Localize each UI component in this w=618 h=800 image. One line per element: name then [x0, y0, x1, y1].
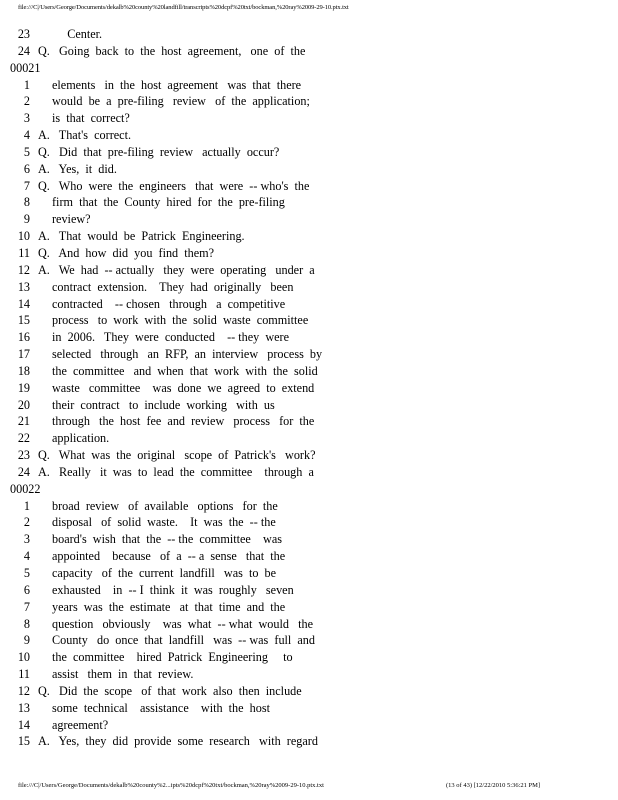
- line-text: some technical assistance with the host: [52, 700, 270, 715]
- transcript-line: [10, 565, 610, 582]
- transcript-line: [10, 312, 610, 329]
- line-text: A. Really it was to lead the committee through a: [38, 464, 314, 479]
- line-text: waste committee was done we agreed to extend: [52, 380, 315, 395]
- line-text: exhausted in -- I think it was roughly seven: [52, 582, 294, 597]
- line-number: 24: [17, 464, 30, 479]
- transcript-line: [10, 194, 610, 211]
- transcript-line: [10, 582, 610, 599]
- line-text: the committee hired Patrick Engineering to: [52, 650, 293, 665]
- transcript-line: [10, 363, 610, 380]
- line-text: capacity of the current landfill was to be: [52, 566, 277, 580]
- line-text: question obviously was what -- what would the: [52, 616, 313, 631]
- line-text: Center.: [52, 27, 103, 41]
- line-number: 11: [18, 667, 30, 682]
- transcript-line: [10, 43, 610, 60]
- line-text: agreement?: [52, 717, 109, 732]
- line-text: A. Yes, it did.: [38, 161, 117, 176]
- line-number: 23: [17, 27, 30, 41]
- line-text: would be a pre-filing review of the application;: [52, 94, 310, 109]
- line-number: 10: [17, 650, 30, 665]
- line-text: selected through an RFP, an interview process by: [52, 347, 323, 362]
- line-text: Q. And how did you find them?: [38, 245, 215, 260]
- line-text: their contract to include working with us: [52, 397, 275, 412]
- line-number: 5: [23, 566, 30, 580]
- line-number: 18: [17, 363, 30, 378]
- line-text: contracted -- chosen through a competitive: [52, 296, 286, 311]
- line-number: 3: [23, 111, 30, 126]
- line-text: firm that the County hired for the pre-filing: [52, 195, 285, 210]
- transcript-line: [10, 548, 610, 565]
- transcript-line: [10, 144, 610, 161]
- line-text: elements in the host agreement was that there: [52, 77, 302, 92]
- line-text: board's wish that the -- the committee was: [52, 532, 282, 547]
- transcript-line: [10, 649, 610, 666]
- line-number: 4: [23, 128, 30, 143]
- transcript-line: [10, 178, 610, 195]
- line-number: 17: [17, 347, 30, 362]
- line-text: Q. What was the original scope of Patrick's work?: [38, 448, 316, 463]
- line-number: 21: [17, 414, 30, 429]
- transcript-line: [10, 733, 610, 750]
- transcript-line: [10, 397, 610, 414]
- page-marker: 00021: [10, 60, 41, 75]
- transcript-line: [10, 531, 610, 548]
- line-number: 12: [17, 683, 30, 698]
- line-text: A. That's correct.: [38, 128, 132, 143]
- line-number: 14: [17, 296, 30, 311]
- transcript-line: [10, 296, 610, 313]
- line-number: 1: [23, 77, 30, 92]
- line-text: A. We had -- actually they were operating under a: [38, 262, 315, 277]
- line-text: County do once that landfill was -- was full and: [52, 633, 315, 648]
- transcript-line: [10, 279, 610, 296]
- line-number: 13: [17, 700, 30, 715]
- transcript-line: [10, 245, 610, 262]
- line-number: 16: [17, 330, 30, 345]
- line-number: 1: [23, 498, 30, 513]
- line-number: 6: [23, 582, 30, 597]
- line-number: 9: [23, 633, 30, 648]
- line-number: 15: [17, 313, 30, 328]
- line-text: years was the estimate at that time and the: [52, 599, 286, 614]
- line-number: 7: [23, 178, 30, 193]
- page-marker: 00022: [10, 481, 41, 496]
- transcript-line: [10, 211, 610, 228]
- line-number: 22: [17, 431, 30, 446]
- line-number: 9: [23, 212, 30, 227]
- transcript-line: [10, 77, 610, 94]
- transcript-line: [10, 127, 610, 144]
- transcript-line: [10, 329, 610, 346]
- transcript-line: [10, 346, 610, 363]
- transcript-line: [10, 599, 610, 616]
- transcript-line: [10, 514, 610, 531]
- footer-file-path: file:///C|/Users/George/Documents/dekalb%20county%2...ipts%20dcpf%20txt/bockman,%20ray%2009-29-10.ptx.txt: [18, 782, 324, 789]
- line-number: 24: [17, 43, 30, 58]
- line-number: 15: [17, 734, 30, 749]
- line-number: 13: [17, 279, 30, 294]
- line-number: 3: [23, 532, 30, 547]
- line-number: 19: [17, 380, 30, 395]
- transcript-line: [10, 632, 610, 649]
- line-number: 4: [23, 549, 30, 564]
- line-number: 2: [23, 515, 30, 530]
- transcript-line: [10, 430, 610, 447]
- line-text: appointed because of a -- a sense that the: [52, 549, 286, 564]
- line-number: 8: [23, 195, 30, 210]
- line-text: Q. Who were the engineers that were -- who's the: [38, 178, 310, 193]
- line-text: application.: [52, 431, 110, 446]
- line-text: Q. Did the scope of that work also then include: [38, 683, 302, 698]
- transcript-line: [10, 700, 610, 717]
- header-file-path: file:///C|/Users/George/Documents/dekalb%20county%20landfill/transcripts%20dcpf%20txt/bockman,%20ray%2009-29-10.ptx.txt: [18, 4, 349, 11]
- line-number: 10: [17, 229, 30, 244]
- line-number: 2: [23, 94, 30, 109]
- transcript-line: [10, 262, 610, 279]
- line-number: 7: [23, 599, 30, 614]
- transcript-line: [10, 380, 610, 397]
- line-text: is that correct?: [52, 111, 130, 126]
- line-number: 14: [17, 717, 30, 732]
- transcript-line: [10, 683, 610, 700]
- line-text: assist them in that review.: [52, 667, 194, 682]
- line-text: Q. Did that pre-filing review actually occur?: [38, 144, 280, 159]
- line-number: 5: [23, 144, 30, 159]
- line-text: review?: [52, 212, 91, 227]
- line-number: 20: [17, 397, 30, 412]
- transcript-line: [10, 616, 610, 633]
- line-number: 6: [23, 161, 30, 176]
- line-number: 11: [18, 245, 30, 260]
- line-text: A. That would be Patrick Engineering.: [38, 229, 245, 244]
- line-text: through the host fee and review process for the: [52, 414, 315, 429]
- transcript-line: [10, 413, 610, 430]
- line-text: in 2006. They were conducted -- they were: [52, 330, 290, 345]
- line-number: 23: [17, 448, 30, 463]
- transcript-line: [10, 717, 610, 734]
- line-text: Q. Going back to the host agreement, one of the: [38, 43, 306, 58]
- line-text: the committee and when that work with the solid: [52, 363, 318, 378]
- line-text: process to work with the solid waste committee: [52, 313, 309, 328]
- line-number: 12: [17, 262, 30, 277]
- transcript-line: [10, 447, 610, 464]
- footer-page-info: (13 of 43) [12/22/2010 5:36:21 PM]: [446, 782, 541, 789]
- transcript-body: [10, 26, 610, 750]
- transcript-line: [10, 93, 610, 110]
- transcript-line: [10, 110, 610, 127]
- line-text: A. Yes, they did provide some research with regard: [38, 734, 318, 749]
- line-text: broad review of available options for the: [52, 498, 278, 513]
- transcript-line: [10, 228, 610, 245]
- transcript-line: [10, 26, 610, 43]
- transcript-line: [10, 464, 610, 481]
- transcript-line: [10, 161, 610, 178]
- line-text: contract extension. They had originally been: [52, 279, 294, 294]
- line-number: 8: [23, 616, 30, 631]
- line-text: disposal of solid waste. It was the -- the: [52, 515, 276, 530]
- transcript-line: [10, 666, 610, 683]
- transcript-line: [10, 498, 610, 515]
